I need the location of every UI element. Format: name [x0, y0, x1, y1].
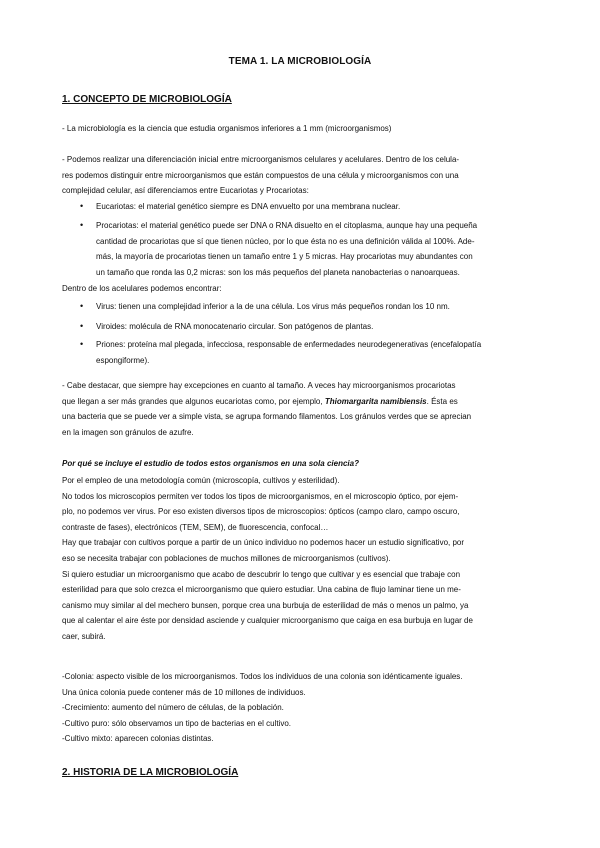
bullet-icon: • — [80, 339, 84, 349]
text-line: - Podemos realizar una diferenciación inicial entre microorganismos celulares y acelulares. Dentro de los celula- — [62, 155, 460, 164]
section-heading-concepto: 1. CONCEPTO DE MICROBIOLOGÍA — [62, 94, 232, 105]
intro-paragraph — [62, 121, 540, 137]
species-name: Thiomargarita namibiensis — [324, 396, 427, 406]
bullet-icon: • — [80, 301, 84, 311]
text-line: Si quiero estudiar un microorganismo que acabo de descubrir lo tengo que cultivar y es esencial que trabaje con — [62, 569, 461, 579]
text-line: Hay que trabajar con cultivos porque a partir de un único individuo no podemos hacer un estudio significativo, por — [62, 538, 465, 548]
text-line: contraste de fases), electrónicos (TEM, SEM), de fluorescencia, confocal… — [62, 522, 329, 532]
bullet-icon: • — [80, 220, 84, 230]
text-line: Viroides: molécula de RNA monocatenario circular. Son patógenos de plantas. — [96, 322, 374, 331]
bullet-eucariotas — [96, 199, 540, 215]
text-line: - La microbiología es la ciencia que estudia organismos inferiores a 1 mm (microorganismos) — [62, 124, 392, 133]
text-line: una bacteria que se puede ver a simple vista, se agrupa formando filamentos. Los gránulos verdes que se aprecian — [62, 412, 472, 422]
text-line: Por el empleo de una metodología común (microscopía, cultivos y esterilidad). — [62, 476, 340, 485]
text-line-species — [62, 394, 540, 410]
text-line: Eucariotas: el material genético siempre es DNA envuelto por una membrana nuclear. — [96, 202, 401, 211]
text-line: -Cultivo puro: sólo observamos un tipo de bacterias en el cultivo. — [62, 718, 292, 728]
paragraph-celulares — [62, 152, 540, 199]
text-line: - Cabe destacar, que siempre hay excepciones en cuanto al tamaño. A veces hay microorganismos procariotas — [62, 381, 456, 390]
question-text: Por qué se incluye el estudio de todos estos organismos en una sola ciencia? — [62, 459, 359, 468]
text-line: caer, subirá. — [62, 631, 106, 641]
page-title: TEMA 1. LA MICROBIOLOGÍA — [228, 56, 372, 67]
text-segment: . Ésta es — [426, 396, 458, 406]
text-line: res podemos distinguir entre microorganismos que están compuestos de una célula y microorganismos con una — [62, 170, 459, 180]
text-line: No todos los microscopios permiten ver todos los tipos de microorganismos, en el microscopio óptico, por ejem- — [62, 491, 459, 501]
text-line: esterilidad para que solo crezca el microorganismo que quiero estudiar. Una cabina de flujo laminar tiene un me- — [62, 585, 461, 595]
text-line: -Cultivo mixto: aparecen colonias distintas. — [62, 734, 214, 744]
text-line: en la imagen son gránulos de azufre. — [62, 427, 194, 437]
text-line: cantidad de procariotas que sí que tienen núcleo, por lo que ésta no es una definición válida al 100%. Ade- — [96, 236, 475, 246]
text-line: Dentro de los acelulares podemos encontrar: — [62, 284, 222, 293]
text-line: Virus: tienen una complejidad inferior a la de una célula. Los virus más pequeños rondan los 10 nm. — [96, 302, 450, 311]
text-line: canismo muy similar al del mechero bunsen, porque crea una burbuja de esterilidad de más o menos un palmo, ya — [62, 600, 469, 610]
text-line: eso se necesita trabajar con poblaciones de muchos millones de microorganismos (cultivos). — [62, 553, 391, 563]
question-line — [62, 456, 540, 472]
bullet-priones — [96, 337, 540, 368]
text-line: -Colonia: aspecto visible de los microorganismos. Todos los individuos de una colonia son idénticamente iguales. — [62, 672, 463, 681]
text-line: Una única colonia puede contener más de 10 millones de individuos. — [62, 687, 306, 697]
bullet-icon: • — [80, 201, 84, 211]
paragraph-definiciones — [62, 669, 540, 747]
bullet-procariotas — [96, 218, 540, 280]
text-line: un tamaño que ronda las 0,2 micras: son los más pequeños del planeta nanobacterias o nanoarqueas. — [96, 267, 460, 277]
text-line: -Crecimiento: aumento del número de células, de la población. — [62, 703, 284, 713]
text-line: complejidad celular, así diferenciamos entre Eucariotas y Procariotas: — [62, 186, 309, 196]
bullet-virus — [96, 299, 540, 315]
acelulares-intro — [62, 281, 540, 297]
paragraph-excepciones — [62, 378, 540, 440]
text-line: más, la mayoría de procariotas tienen un tamaño entre 1 y 5 micras. Hay procariotas muy abundantes con — [96, 252, 473, 262]
text-line: espongiforme). — [96, 355, 150, 365]
bullet-viroides — [96, 319, 540, 335]
text-line: plo, no podemos ver virus. Por eso existen diversos tipos de microscopios: ópticos (campo claro, campo oscuro, — [62, 507, 460, 517]
text-line: que al calentar el aire éste por densidad asciende y cualquier microorganismo que caiga en esa burbuja en lugar de — [62, 616, 473, 626]
paragraph-metodologia — [62, 473, 540, 645]
section-heading-historia: 2. HISTORIA DE LA MICROBIOLOGÍA — [62, 767, 239, 778]
text-segment: que llegan a ser más grandes que algunos eucariotas como, por ejemplo, — [62, 396, 325, 406]
bullet-icon: • — [80, 321, 84, 331]
text-line: Priones: proteína mal plegada, infecciosa, responsable de enfermedades neurodegenerativas (encefalopatía — [96, 340, 482, 349]
text-line: Procariotas: el material genético puede ser DNA o RNA disuelto en el citoplasma, aunque hay una pequeña — [96, 221, 478, 230]
